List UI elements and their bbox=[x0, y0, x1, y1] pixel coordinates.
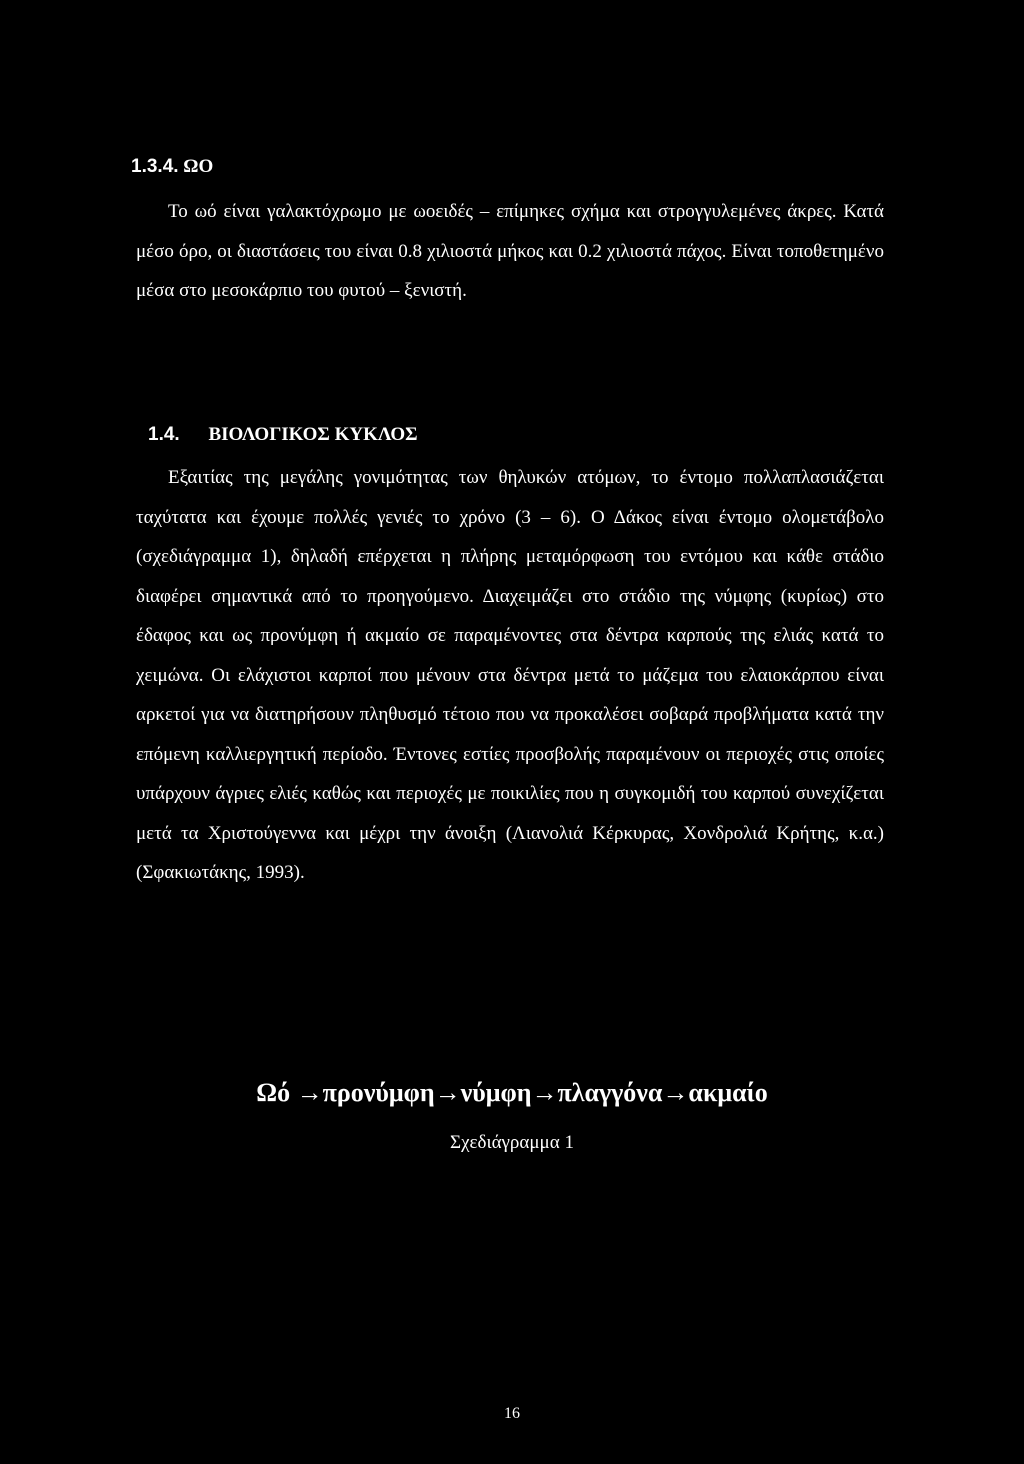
section-title: ΩΟ bbox=[183, 156, 214, 177]
section-title: ΒΙΟΛΟΓΙΚΟΣ ΚΥΚΛΟΣ bbox=[208, 424, 418, 445]
life-cycle-paragraph bbox=[136, 458, 884, 893]
section-number: 1.3.4. bbox=[131, 156, 179, 177]
diagram-caption: Σχεδιάγραμμα 1 bbox=[450, 1132, 574, 1153]
page-number: 16 bbox=[504, 1405, 520, 1422]
section-heading-life-cycle bbox=[148, 424, 418, 446]
paragraph-text: Εξαιτίας της μεγάλης γονιμότητας των θηλυκών ατόμων, το έντομο πολλαπλασιάζεται ταχύτατα και έχουμε πολλές γενιές το χρόνο (3 – 6). Ο Δάκος είναι έντομο ολομετάβολο (σχεδιάγραμμα 1), δηλαδή επέρχεται η πλήρης μεταμόρφωση του εντόμου και κάθε στάδιο διαφέρει σημαντικά από το προηγούμενο. Διαχειμάζει στο στάδιο της νύμφης (κυρίως) στο έδαφος και ως προνύμφη ή ακμαίο σε παραμένοντες στα δέντρα καρπούς της ελιάς κατά το χειμώνα. Οι ελάχιστοι καρποί που μένουν στα δέντρα μετά το μάζεμα του ελαιοκάρπου είναι αρκετοί για να διατηρήσουν πληθυσμό τέτοιο που να προκαλέσει σοβαρά προβλήματα κατά την επόμενη καλλιεργητική περίοδο. Έντονες εστίες προσβολής παραμένουν οι περιοχές στις οποίες υπάρχουν άγριες ελιές καθώς και περιοχές με ποικιλίες που η συγκομιδή του καρπού συνεχίζεται μετά τα Χριστούγεννα και μέχρι την άνοιξη (Λιανολιά Κέρκυρας, Χονδρολιά Κρήτης, κ.α.) (Σφακιωτάκης, 1993). bbox=[136, 467, 884, 883]
paragraph-text: Το ωό είναι γαλακτόχρωμο με ωοειδές – επίμηκες σχήμα και στρογγυλεμένες άκρες. Κατά μέσο όρο, οι διαστάσεις του είναι 0.8 χιλιοστά μήκος και 0.2 χιλιοστά πάχος. Είναι τοποθετημένο μέσα στο μεσοκάρπιο του φυτού – ξενιστή. bbox=[136, 201, 884, 301]
section-heading-egg bbox=[131, 156, 213, 178]
life-cycle-diagram: Ωό →προνύμφη→νύμφη→πλαγγόνα→ακμαίο bbox=[256, 1078, 768, 1107]
egg-paragraph bbox=[136, 192, 884, 311]
section-number: 1.4. bbox=[148, 424, 180, 445]
